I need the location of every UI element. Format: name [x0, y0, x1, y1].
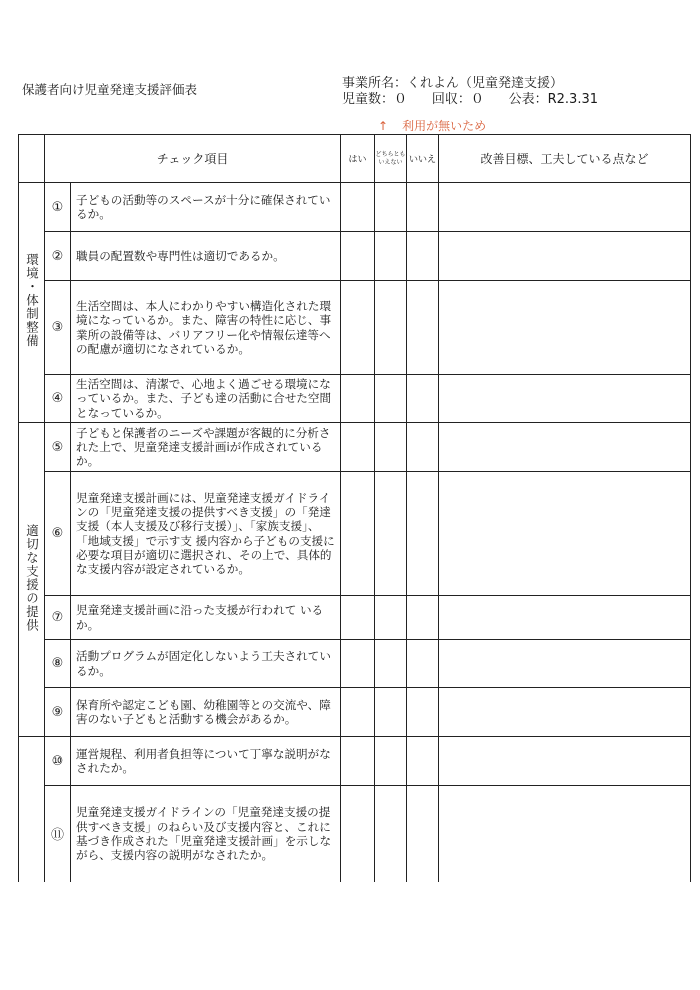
- answer-neutral-cell[interactable]: [375, 737, 407, 786]
- table-row: [19, 596, 691, 640]
- item-number: ⑨: [45, 688, 71, 737]
- answer-no-cell[interactable]: [407, 472, 439, 596]
- answer-neutral-cell[interactable]: [375, 183, 407, 232]
- item-number: ①: [45, 183, 71, 232]
- answer-yes-cell[interactable]: [341, 375, 375, 423]
- answer-yes-cell[interactable]: [341, 786, 375, 882]
- item-text: 職員の配置数や専門性は適切であるか。: [71, 232, 341, 281]
- remarks-cell[interactable]: [439, 640, 691, 688]
- item-text: 保育所や認定こども園、幼稚園等との交流や、障害のない子どもと活動する機会があるか。: [71, 688, 341, 737]
- item-number: ②: [45, 232, 71, 281]
- remarks-cell[interactable]: [439, 183, 691, 232]
- answer-no-cell[interactable]: [407, 640, 439, 688]
- answer-no-cell[interactable]: [407, 281, 439, 375]
- page-title: 保護者向け児童発達支援評価表: [22, 82, 198, 97]
- item-number: ④: [45, 375, 71, 423]
- item-text: 運営規程、利用者負担等について丁寧な説明がなされたか。: [71, 737, 341, 786]
- column-header-item: チェック項目: [45, 135, 341, 183]
- answer-yes-cell[interactable]: [341, 183, 375, 232]
- answer-yes-cell[interactable]: [341, 640, 375, 688]
- answer-yes-cell[interactable]: [341, 596, 375, 640]
- answer-yes-cell[interactable]: [341, 281, 375, 375]
- header-blank: [19, 135, 45, 183]
- item-number: ⑩: [45, 737, 71, 786]
- table-row: [19, 232, 691, 281]
- item-number: ⑦: [45, 596, 71, 640]
- remarks-cell[interactable]: [439, 281, 691, 375]
- answer-yes-cell[interactable]: [341, 232, 375, 281]
- remarks-cell[interactable]: [439, 232, 691, 281]
- note-text: 利用が無いため: [402, 119, 487, 133]
- answer-yes-cell[interactable]: [341, 737, 375, 786]
- remarks-cell[interactable]: [439, 786, 691, 882]
- answer-no-cell[interactable]: [407, 596, 439, 640]
- remarks-cell[interactable]: [439, 737, 691, 786]
- answer-neutral-cell[interactable]: [375, 786, 407, 882]
- answer-no-cell[interactable]: [407, 375, 439, 423]
- column-header-no: いいえ: [407, 135, 439, 183]
- table-row: [19, 375, 691, 423]
- item-number: ⑧: [45, 640, 71, 688]
- item-text: 生活空間は、本人にわかりやすい構造化された環境になっているか。また、障害の特性に応じ、事業所の設備等は、バリアフリー化や情報伝達等への配慮が適切になされているか。: [71, 281, 341, 375]
- answer-neutral-cell[interactable]: [375, 281, 407, 375]
- item-text: 活動プログラムが固定化しないよう工夫されているか。: [71, 640, 341, 688]
- table-row: [19, 640, 691, 688]
- table-row: [19, 472, 691, 596]
- answer-neutral-cell[interactable]: [375, 375, 407, 423]
- item-number: ⑥: [45, 472, 71, 596]
- remarks-cell[interactable]: [439, 423, 691, 472]
- table-row: [19, 786, 691, 882]
- remarks-cell[interactable]: [439, 596, 691, 640]
- category-cell: [19, 737, 45, 882]
- item-text: 児童発達支援計画に沿った支援が行われて いるか。: [71, 596, 341, 640]
- category-label: 適切な支援の提供: [24, 523, 40, 632]
- stats-line: [342, 88, 598, 107]
- office-name: 事業所名：くれよん（児童発達支援）: [342, 76, 564, 91]
- table-row: [19, 183, 691, 232]
- evaluation-table: [18, 134, 691, 882]
- answer-no-cell[interactable]: [407, 688, 439, 737]
- answer-no-cell[interactable]: [407, 737, 439, 786]
- column-header-yes: はい: [341, 135, 375, 183]
- answer-neutral-cell[interactable]: [375, 423, 407, 472]
- published-date: 公表：R2.3.31: [508, 92, 599, 107]
- item-text: 子どもと保護者のニーズや課題が客観的に分析された上で、児童発達支援計画iが作成されているか。: [71, 423, 341, 472]
- remarks-cell[interactable]: [439, 375, 691, 423]
- answer-yes-cell[interactable]: [341, 688, 375, 737]
- answer-no-cell[interactable]: [407, 183, 439, 232]
- item-number: ⑪: [45, 786, 71, 882]
- children-count: 児童数：０: [342, 92, 408, 107]
- table-row: [19, 423, 691, 472]
- answer-no-cell[interactable]: [407, 232, 439, 281]
- category-cell: [19, 183, 45, 423]
- item-text: 児童発達支援計画には、児童発達支援ガイドラインの「児童発達支援の提供すべき支援」の「発達支援（本人支援及び移行支援）」、「家族支援」、「地域支援」で示す支 援内容から子どもの支援に必要な項目が適切に選択され、その上で、具体的な支援内容が設定されているか。: [71, 472, 341, 596]
- collected-count: 回収：０: [431, 92, 484, 107]
- item-number: ⑤: [45, 423, 71, 472]
- remarks-cell[interactable]: [439, 688, 691, 737]
- remarks-cell[interactable]: [439, 472, 691, 596]
- answer-yes-cell[interactable]: [341, 423, 375, 472]
- item-text: 子どもの活動等のスペースが十分に確保されているか。: [71, 183, 341, 232]
- table-row: [19, 688, 691, 737]
- answer-no-cell[interactable]: [407, 786, 439, 882]
- table-row: [19, 281, 691, 375]
- category-cell: [19, 423, 45, 737]
- answer-neutral-cell[interactable]: [375, 688, 407, 737]
- note-line: [378, 117, 486, 134]
- up-arrow-icon: ↑: [378, 119, 389, 133]
- column-header-neutral: どちらともいえない: [375, 135, 407, 183]
- item-text: 児童発達支援ガイドラインの「児童発達支援の提供すべき支援」のねらい及び支援内容と、これに基づき作成された「児童発達支援計画」を示しながら、支援内容の説明がなされたか。: [71, 786, 341, 882]
- answer-yes-cell[interactable]: [341, 472, 375, 596]
- item-number: ③: [45, 281, 71, 375]
- category-label: 環境・体制整備: [24, 253, 40, 348]
- table-row: [19, 737, 691, 786]
- answer-neutral-cell[interactable]: [375, 472, 407, 596]
- item-text: 生活空間は、清潔で、心地よく過ごせる環境になっているか。また、子ども達の活動に合せた空間となっているか。: [71, 375, 341, 423]
- answer-no-cell[interactable]: [407, 423, 439, 472]
- column-header-remarks: 改善目標、工夫している点など: [439, 135, 691, 183]
- header-row: [19, 135, 691, 183]
- answer-neutral-cell[interactable]: [375, 640, 407, 688]
- answer-neutral-cell[interactable]: [375, 596, 407, 640]
- answer-neutral-cell[interactable]: [375, 232, 407, 281]
